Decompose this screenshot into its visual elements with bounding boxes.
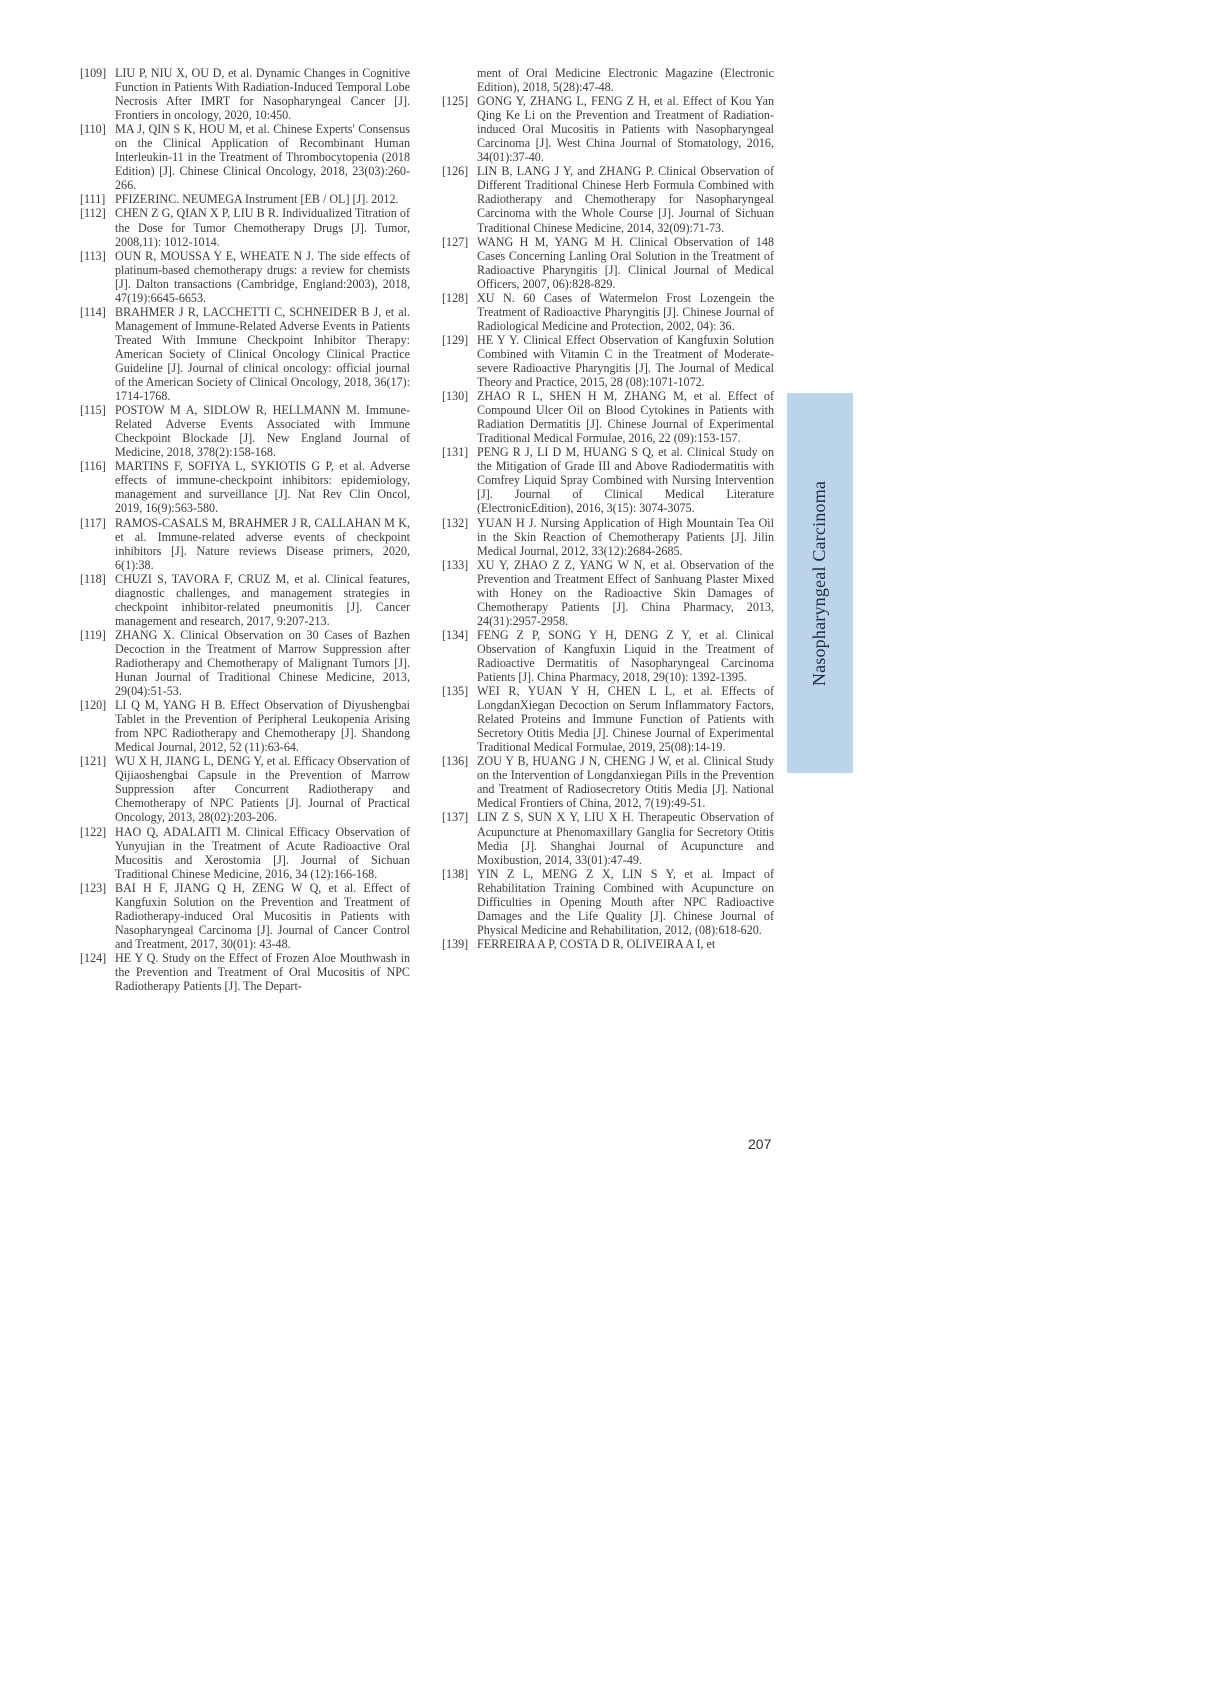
reference-entry — [80, 754, 410, 824]
reference-text: MARTINS F, SOFIYA L, SYKIOTIS G P, et al. Adverse effects of immune-checkpoint inhibitors: epidemiology, management and surveillance [J]. Nat Rev Clin Oncol, 2019, 16(9):563-580. — [115, 459, 410, 516]
reference-text: MA J, QIN S K, HOU M, et al. Chinese Experts' Consensus on the Clinical Application of Recombinant Human Interleukin-11 in the Treatment of Thrombocytopenia (2018 Edition) [J]. Chinese Clinical Oncology, 2018, 23(03):260-266. — [115, 122, 410, 193]
reference-text: FENG Z P, SONG Y H, DENG Z Y, et al. Clinical Observation of Kangfuxin Liquid in the Treatment of Radioactive Dermatitis of Nasopharyngeal Carcinoma Patients [J]. China Pharmacy, 2018, 29(10): 1392-1395. — [477, 627, 774, 685]
reference-entry — [80, 572, 410, 628]
reference-text: ZHANG X. Clinical Observation on 30 Cases of Bazhen Decoction in the Treatment of Marrow Suppression after Radiotherapy and Chemotherapy of Malignant Tumors [J]. Hunan Journal of Traditional Chinese Medicine, 2013, 29(04):51-53. — [115, 627, 410, 699]
reference-text: BRAHMER J R, LACCHETTI C, SCHNEIDER B J, et al. Management of Immune-Related Adverse Events in Patients Treated With Immune Checkpoint Inhibitor Therapy: American Society of Clinical Oncology Clinical Practice Guideline [J]. Journal of clinical oncology: official journal of the American Society of Clinical Oncology, 2018, 36(17): 1714-1768. — [115, 304, 410, 404]
reference-number: [136] — [442, 754, 469, 769]
reference-number: [124] — [80, 950, 107, 965]
reference-entry — [442, 94, 774, 164]
reference-entry — [442, 235, 774, 291]
reference-text: WANG H M, YANG M H. Clinical Observation of 148 Cases Concerning Lanling Oral Solution in the Treatment of Radioactive Pharyngitis [J]. Clinical Journal of Medical Officers, 2007, 06):828-829. — [477, 234, 774, 291]
reference-entry — [442, 558, 774, 628]
reference-number: [120] — [80, 698, 107, 713]
reference-number: [129] — [442, 332, 469, 347]
reference-entry — [442, 684, 774, 754]
section-tab-label: Nasopharyngeal Carcinoma — [809, 480, 830, 686]
reference-entry — [80, 628, 410, 698]
reference-text: WU X H, JIANG L, DENG Y, et al. Efficacy Observation of Qijiaoshengbai Capsule in the Prevention of Marrow Suppression after Concurrent Radiotherapy and Chemotherapy of NPC Patients [J]. Journal of Practical Oncology, 2013, 28(02):203-206. — [115, 754, 410, 825]
reference-entry — [80, 403, 410, 459]
reference-entry — [442, 445, 774, 515]
reference-entry — [80, 249, 410, 305]
reference-entry — [442, 164, 774, 234]
reference-text: LI Q M, YANG H B. Effect Observation of Diyushengbai Tablet in the Prevention of Peripheral Leukopenia Arising from NPC Radiotherapy and Chemotherapy [J]. Shandong Medical Journal, 2012, 52 (11):63-64. — [115, 698, 410, 755]
reference-entry — [80, 66, 410, 122]
references-right-column — [442, 66, 774, 951]
reference-text: XU N. 60 Cases of Watermelon Frost Lozengein the Treatment of Radioactive Pharyngitis [J]. Chinese Journal of Radiological Medicine and Protection, 2002, 04): 36. — [477, 290, 774, 333]
reference-text: CHEN Z G, QIAN X P, LIU B R. Individualized Titration of the Dose for Tumor Chemotherapy Drugs [J]. Tumor, 2008,11): 1012-1014. — [115, 206, 410, 249]
reference-text: GONG Y, ZHANG L, FENG Z H, et al. Effect of Kou Yan Qing Ke Li on the Prevention and Treatment of Radiation-induced Oral Mucositis in Patients with Nasopharyngeal Carcinoma [J]. West China Journal of Stomatology, 2016, 34(01):37-40. — [477, 94, 774, 165]
reference-number: [117] — [80, 515, 106, 530]
reference-number: [116] — [80, 459, 106, 474]
reference-number: [112] — [80, 206, 106, 221]
reference-number: [130] — [442, 389, 469, 404]
reference-entry — [442, 867, 774, 937]
reference-number: [119] — [80, 627, 106, 642]
reference-number: [131] — [442, 445, 469, 460]
reference-entry — [442, 333, 774, 389]
reference-text: POSTOW M A, SIDLOW R, HELLMANN M. Immune-Related Adverse Events Associated with Immune Checkpoint Blockade [J]. New England Journal of Medicine, 2018, 378(2):158-168. — [115, 403, 410, 460]
reference-number: [122] — [80, 824, 107, 839]
reference-entry — [80, 206, 410, 248]
reference-entry — [80, 459, 410, 515]
reference-text: FERREIRA A P, COSTA D R, OLIVEIRA A I, et — [477, 936, 716, 951]
reference-number: [133] — [442, 557, 469, 572]
reference-text: WEI R, YUAN Y H, CHEN L L, et al. Effects of LongdanXiegan Decoction on Serum Inflammatory Factors, Related Proteins and Immune Function of Patients with Secretory Otitis Media [J]. Chinese Journal of Experimental Traditional Medical Formulae, 2019, 25(08):14-19. — [477, 684, 774, 755]
reference-entry — [442, 810, 774, 866]
reference-entry — [442, 516, 774, 558]
reference-text: ZHAO R L, SHEN H M, ZHANG M, et al. Effect of Compound Ulcer Oil on Blood Cytokines in Patients with Radiation Dermatitis [J]. Chinese Journal of Experimental Traditional Medical Formulae, 2016, 22 (09):153-157. — [477, 389, 774, 446]
references-left-column — [80, 66, 410, 993]
reference-entry — [80, 516, 410, 572]
reference-number: [123] — [80, 880, 107, 895]
reference-text: HAO Q, ADALAITI M. Clinical Efficacy Observation of Yunyujian in the Treatment of Acute Radioactive Oral Mucositis and Xerostomia [J]. Journal of Sichuan Traditional Chinese Medicine, 2016, 34 (12):166-168. — [115, 824, 410, 881]
reference-entry — [80, 122, 410, 192]
reference-entry — [80, 951, 410, 993]
reference-entry — [442, 291, 774, 333]
reference-number: [115] — [80, 403, 106, 418]
reference-number: [128] — [442, 290, 469, 305]
reference-text: YIN Z L, MENG Z X, LIN S Y, et al. Impact of Rehabilitation Training Combined with Acupuncture on Difficulties in Opening Mouth after NPC Radioactive Damages and the Life Quality [J]. Chinese Journal of Physical Medicine and Rehabilitation, 2012, (08):618-620. — [477, 866, 774, 937]
reference-entry — [442, 754, 774, 810]
reference-text: ment of Oral Medicine Electronic Magazine (Electronic Edition), 2018, 5(28):47-48. — [477, 66, 774, 95]
reference-number — [442, 66, 477, 94]
reference-number: [135] — [442, 684, 469, 699]
reference-text: CHUZI S, TAVORA F, CRUZ M, et al. Clinical features, diagnostic challenges, and management strategies in checkpoint inhibitor-related pneumonitis [J]. Cancer management and research, 2017, 9:207-213. — [115, 571, 410, 628]
reference-entry — [442, 66, 774, 94]
reference-entry — [80, 881, 410, 951]
reference-text: LIN B, LANG J Y, and ZHANG P. Clinical Observation of Different Traditional Chinese Herb Formula Combined with Radiotherapy and Chemotherapy for Nasopharyngeal Carcinoma with the Whole Course [J]. Journal of Sichuan Traditional Chinese Medicine, 2014, 32(09):71-73. — [477, 164, 774, 235]
reference-number: [138] — [442, 866, 469, 881]
reference-number: [121] — [80, 754, 107, 769]
reference-entry — [80, 192, 410, 206]
reference-number: [132] — [442, 515, 469, 530]
reference-number: [125] — [442, 94, 469, 109]
reference-entry — [80, 698, 410, 754]
reference-number: [113] — [80, 248, 106, 263]
reference-text: LIU P, NIU X, OU D, et al. Dynamic Changes in Cognitive Function in Patients With Radiation-Induced Temporal Lobe Necrosis After IMRT for Nasopharyngeal Cancer [J]. Frontiers in oncology, 2020, 10:450. — [115, 66, 410, 123]
reference-text: HE Y Q. Study on the Effect of Frozen Aloe Mouthwash in the Prevention and Treatment of Oral Mucositis of NPC Radiotherapy Patients [J]. The Depart- — [115, 950, 410, 994]
reference-number: [110] — [80, 122, 106, 137]
reference-entry — [442, 628, 774, 684]
reference-number: [114] — [80, 304, 106, 319]
reference-number: [111] — [80, 192, 106, 207]
reference-number: [137] — [442, 810, 469, 825]
reference-text: RAMOS-CASALS M, BRAHMER J R, CALLAHAN M K, et al. Immune-related adverse events of checkpoint inhibitors [J]. Nature reviews Disease primers, 2020, 6(1):38. — [115, 515, 410, 572]
reference-number: [109] — [80, 66, 107, 80]
reference-text: BAI H F, JIANG Q H, ZENG W Q, et al. Effect of Kangfuxin Solution on the Prevention and Treatment of Radiotherapy-induced Oral Mucositis in Patients with Nasopharyngeal Carcinoma [J]. Journal of Cancer Control and Treatment, 2017, 30(01): 43-48. — [115, 880, 410, 951]
reference-text: XU Y, ZHAO Z Z, YANG W N, et al. Observation of the Prevention and Treatment Effect of Sanhuang Plaster Mixed with Honey on the Radioactive Skin Damages of Chemotherapy Patients [J]. China Pharmacy, 2013, 24(31):2957-2958. — [477, 557, 774, 628]
reference-text: OUN R, MOUSSA Y E, WHEATE N J. The side effects of platinum-based chemotherapy drugs: a review for chemists [J]. Dalton transactions (Cambridge, England:2003), 2018, 47(19):6645-6653. — [115, 248, 410, 305]
reference-number: [127] — [442, 234, 469, 249]
reference-entry — [80, 305, 410, 403]
reference-number: [126] — [442, 164, 469, 179]
reference-text: PENG R J, LI D M, HUANG S Q, et al. Clinical Study on the Mitigation of Grade III and Above Radiodermatitis with Comfrey Liquid Spray Combined with Nursing Intervention [J]. Journal of Clinical Medical Literature (ElectronicEdition), 2016, 3(15): 3074-3075. — [477, 445, 774, 516]
reference-number: [134] — [442, 627, 469, 642]
reference-text: ZOU Y B, HUANG J N, CHENG J W, et al. Clinical Study on the Intervention of Longdanxiegan Pills in the Prevention and Treatment of Radiosecretory Otitis Media [J]. National Medical Frontiers of China, 2012, 7(19):49-51. — [477, 754, 774, 811]
reference-number: [139] — [442, 936, 469, 951]
reference-entry — [80, 825, 410, 881]
reference-text: HE Y Y. Clinical Effect Observation of Kangfuxin Solution Combined with Vitamin C in the Treatment of Moderate-severe Radioactive Pharyngitis [J]. The Journal of Medical Theory and Practice, 2015, 28 (08):1071-1072. — [477, 332, 774, 390]
page-number: 207 — [748, 1136, 772, 1152]
reference-number: [118] — [80, 571, 106, 586]
reference-entry — [442, 389, 774, 445]
reference-text: LIN Z S, SUN X Y, LIU X H. Therapeutic Observation of Acupuncture at Phenomaxillary Ganglia for Secretory Otitis Media [J]. Shanghai Journal of Acupuncture and Moxibustion, 2014, 33(01):47-49. — [477, 810, 774, 867]
reference-text: PFIZERINC. NEUMEGA Instrument [EB / OL] [J]. 2012. — [115, 192, 399, 207]
reference-text: YUAN H J. Nursing Application of High Mountain Tea Oil in the Skin Reaction of Chemotherapy Patients [J]. Jilin Medical Journal, 2012, 33(12):2684-2685. — [477, 515, 774, 558]
reference-entry — [442, 937, 774, 951]
section-side-tab — [787, 393, 853, 773]
